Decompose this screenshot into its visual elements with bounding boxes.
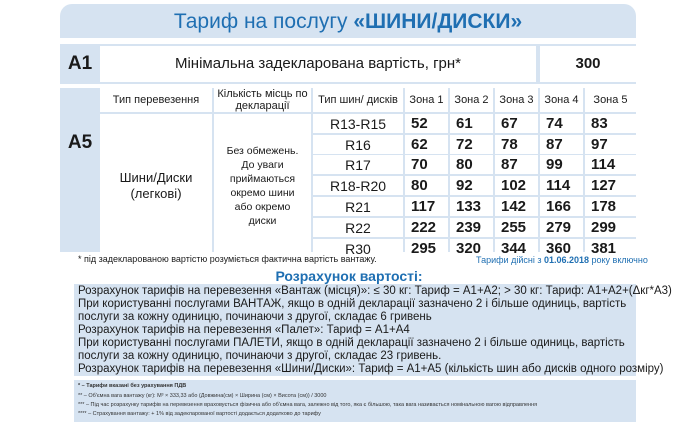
tire-size-cell: R16 xyxy=(313,135,403,154)
tire-size-cell: R17 xyxy=(313,155,403,174)
zone-price-cell: 114 xyxy=(540,176,583,195)
footnote-line: * – Тарифи вказані без урахування ПДВ xyxy=(78,383,187,389)
zone-price-cell: 83 xyxy=(585,114,636,133)
calc-line: Розрахунок тарифів на перевезення «Вантаж (місця)»: ≤ 30 кг: Тариф = А1+А2; > 30 кг: Тариф: А1+А2+(Δкг*А3) xyxy=(78,285,672,297)
col-header-zone-2: Зона 2 xyxy=(450,88,493,112)
calculation-title: Розрахунок вартості: xyxy=(275,268,423,284)
tire-size-cell: R13-R15 xyxy=(313,114,403,133)
zone-price-cell: 114 xyxy=(585,155,636,174)
title-service: «ШИНИ/ДИСКИ» xyxy=(353,10,523,33)
zone-price-cell: 87 xyxy=(540,135,583,154)
calc-line: послуги за кожну одиницю, починаючи з другої, складає 6 гривень xyxy=(78,311,432,323)
col-header-zone-3: Зона 3 xyxy=(495,88,538,112)
zone-price-cell: 239 xyxy=(450,218,493,237)
tariff-title-banner xyxy=(60,4,636,38)
tire-size-cell: R18-R20 xyxy=(313,176,403,195)
a1-description: Мінімальна задекларована вартість, грн* xyxy=(100,46,536,82)
zone-price-cell: 178 xyxy=(585,197,636,216)
transport-type-cell: Шини/Диски (легкові) xyxy=(100,114,212,258)
zone-price-cell: 102 xyxy=(495,176,538,195)
zone-price-cell: 344 xyxy=(495,239,538,258)
a1-value: 300 xyxy=(540,46,636,82)
col-header-zone-4: Зона 4 xyxy=(540,88,583,112)
zone-price-cell: 295 xyxy=(405,239,448,258)
zone-price-cell: 117 xyxy=(405,197,448,216)
title-prefix: Тариф на послугу xyxy=(173,10,354,33)
zone-price-cell: 222 xyxy=(405,218,448,237)
footnote-line: **** – Страхування вантажу: + 1% від задекларованої вартості додається додатково до тарифу xyxy=(78,411,321,417)
calculation-box xyxy=(74,284,672,376)
col-header-tire-type: Тип шин/ дисків xyxy=(313,88,403,112)
a1-code: А1 xyxy=(67,53,93,74)
declared-value-footnote: * під задекларованою вартістю розуміється фактична вартість вантажу. xyxy=(78,254,377,264)
zone-price-cell: 80 xyxy=(450,155,493,174)
col-header-zone-5: Зона 5 xyxy=(585,88,636,112)
a5-code: А5 xyxy=(67,132,93,153)
zone-price-cell: 279 xyxy=(540,218,583,237)
zone-price-cell: 133 xyxy=(450,197,493,216)
valid-from-prefix: Тарифи дійсні з xyxy=(476,255,544,265)
zone-price-cell: 299 xyxy=(585,218,636,237)
zone-price-cell: 67 xyxy=(495,114,538,133)
zone-price-cell: 142 xyxy=(495,197,538,216)
zone-price-cell: 72 xyxy=(450,135,493,154)
tire-size-cell: R21 xyxy=(313,197,403,216)
calc-line: послуги за кожну одиницю, починаючи з другої, складає 23 гривень. xyxy=(78,350,442,362)
calc-line: При користуванні послугами ПАЛЕТИ, якщо в одній декларації зазначено 2 і більше одиниць, вартість xyxy=(78,337,625,349)
valid-from-suffix: року включно xyxy=(589,255,648,265)
zone-price-cell: 80 xyxy=(405,176,448,195)
zone-price-cell: 360 xyxy=(540,239,583,258)
valid-from-date: 01.06.2018 xyxy=(543,255,589,265)
zone-price-cell: 52 xyxy=(405,114,448,133)
valid-from-note xyxy=(476,255,648,265)
zone-price-cell: 381 xyxy=(585,239,636,258)
zone-price-cell: 127 xyxy=(585,176,636,195)
zone-price-cell: 97 xyxy=(585,135,636,154)
quantity-note-cell: Без обмежень. До уваги приймаються окремо шини або окремо диски xyxy=(214,114,311,258)
tire-size-cell: R22 xyxy=(313,218,403,237)
tire-size-cell: R30 xyxy=(313,239,403,258)
a1-row xyxy=(60,44,636,84)
col-header-zone-1: Зона 1 xyxy=(405,88,448,112)
zone-price-cell: 92 xyxy=(450,176,493,195)
zone-price-cell: 70 xyxy=(405,155,448,174)
zone-price-cell: 255 xyxy=(495,218,538,237)
zone-price-cell: 62 xyxy=(405,135,448,154)
calc-line: Розрахунок тарифів на перевезення «Шини/Диски»: Тариф = А1+А5 (кількість шин або дисків одного розміру) xyxy=(78,363,664,375)
zone-price-cell: 87 xyxy=(495,155,538,174)
footnotes-box xyxy=(74,380,636,422)
col-header-transport-type: Тип перевезення xyxy=(100,88,212,112)
zone-price-cell: 99 xyxy=(540,155,583,174)
calc-line: Розрахунок тарифів на перевезення «Палет»: Тариф = А1+А4 xyxy=(78,324,410,336)
calc-line: При користуванні послугами ВАНТАЖ, якщо в одній декларації зазначено 2 і більше одиниць, вартість xyxy=(78,298,627,310)
zone-price-cell: 166 xyxy=(540,197,583,216)
zone-price-cell: 74 xyxy=(540,114,583,133)
col-header-quantity: Кількість місць по декларації xyxy=(214,88,311,112)
zone-price-cell: 320 xyxy=(450,239,493,258)
footnote-line: *** – Під час розрахунку тарифів на перевезення враховується фізична або об'ємна вага, залежно від того, яка є більшою, така вага називається номінальною вагою відправлення xyxy=(78,402,538,408)
footnote-line: ** – Об'ємна вага вантажу (кг): М³ × 333,33 або (Довжина(см) × Ширина (см) × Висота (см)) / 3000 xyxy=(78,393,327,399)
zone-price-cell: 78 xyxy=(495,135,538,154)
zone-price-cell: 61 xyxy=(450,114,493,133)
